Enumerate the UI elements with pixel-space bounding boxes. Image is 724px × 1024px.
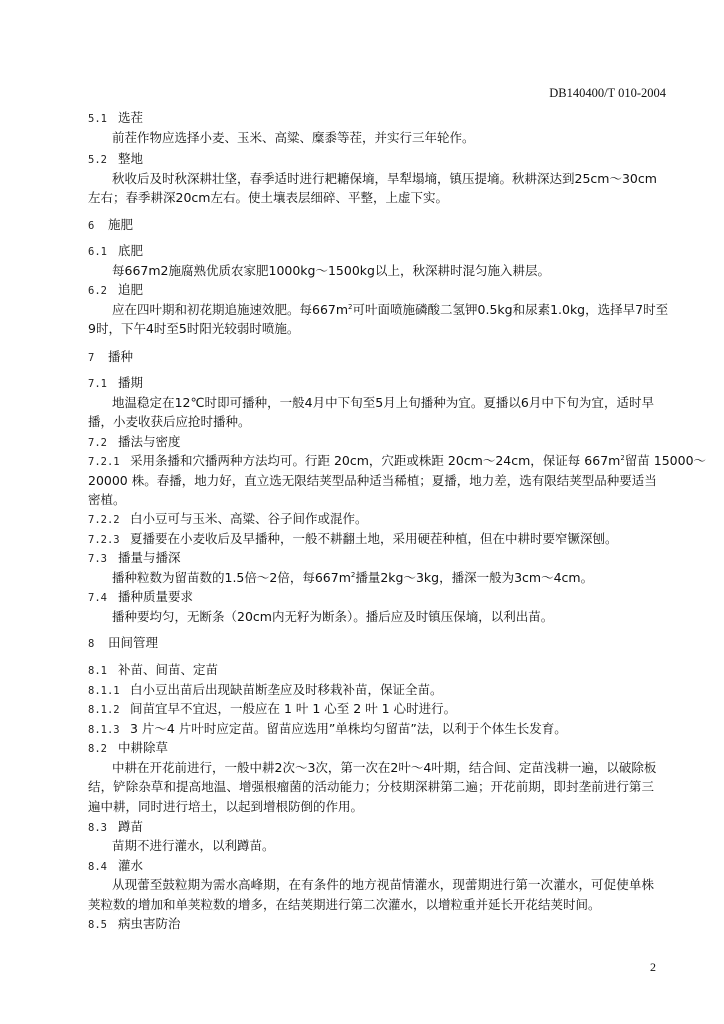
paragraph-line: 播，小麦收获后应抢时播种。 — [88, 414, 251, 429]
clause-line — [88, 681, 666, 700]
clause-title: 追肥 — [118, 282, 144, 297]
text-segment: 可叶面喷施磷酸二氢钾0.5kg和尿素1.0kg，选择早7时至 — [352, 302, 669, 317]
clause-heading — [88, 549, 666, 568]
clause-number: 8.5 — [88, 919, 107, 931]
page-number: 2 — [650, 960, 656, 974]
clause-title: 播法与密度 — [118, 434, 181, 449]
section-heading — [88, 348, 666, 367]
clause-title: 整地 — [118, 151, 144, 166]
clause-number: 7.2.2 — [88, 514, 120, 526]
clause-number: 6.1 — [88, 246, 107, 258]
superscript: 2 — [348, 302, 353, 311]
paragraph-line: 从现蕾至鼓粒期为需水高峰期，在有条件的地方视苗情灌水，现蕾期进行第一次灌水，可促使单株 — [112, 877, 654, 892]
clause-text: 间苗宜早不宜迟，一般应在 1 叶 1 心至 2 叶 1 心时进行。 — [130, 701, 457, 716]
superscript: 2 — [350, 570, 356, 579]
clause-number: 8.2 — [88, 743, 107, 755]
clause-heading — [88, 281, 666, 300]
clause-heading — [88, 661, 666, 680]
clause-number: 7.2.1 — [88, 456, 120, 468]
clause-title: 中耕除草 — [118, 740, 169, 755]
clause-title: 补苗、间苗、定苗 — [118, 662, 219, 677]
section-heading — [88, 216, 666, 235]
section-number: 7 — [88, 352, 95, 364]
clause-number: 5.1 — [88, 113, 107, 125]
text-segment: 采用条播和穴播两种方法均可。行距 20cm，穴距或株距 20cm～24cm，保证每 667m — [130, 453, 621, 468]
clause-heading — [88, 739, 666, 758]
paragraph-line: 中耕在开花前进行，一般中耕2次～3次，第一次在2叶～4叶期，结合间、定苗浅耕一遍，以破除板 — [112, 760, 657, 775]
clause-title: 蹲苗 — [118, 819, 144, 834]
section-title: 施肥 — [108, 217, 134, 232]
section-heading — [88, 634, 666, 653]
clause-number: 7.1 — [88, 378, 107, 390]
clause-number: 8.1.3 — [88, 724, 120, 736]
clause-number: 7.3 — [88, 553, 107, 565]
text-segment: 播种粒数为留苗数的1.5倍～2倍，每667m — [112, 570, 351, 585]
clause-text: 白小豆可与玉米、高粱、谷子间作或混作。 — [130, 511, 368, 526]
paragraph-line: 苗期不进行灌水，以利蹲苗。 — [112, 838, 275, 853]
clause-heading — [88, 109, 666, 128]
clause-title: 灌水 — [118, 858, 144, 873]
section-number: 6 — [88, 220, 95, 232]
paragraph-line: 密植。 — [88, 492, 126, 507]
paragraph-line — [88, 569, 690, 587]
clause-line — [88, 510, 666, 529]
paragraph-line: 左右；春季耕深20cm左右。使土壤表层细碎、平整，上虚下实。 — [88, 190, 448, 205]
clause-heading — [88, 857, 666, 876]
clause-number: 8.1 — [88, 665, 107, 677]
clause-number: 8.1.1 — [88, 685, 120, 697]
clause-title: 选茬 — [118, 110, 144, 125]
clause-title: 病虫害防治 — [118, 916, 181, 931]
clause-title: 播种质量要求 — [118, 589, 194, 604]
clause-line — [88, 720, 666, 739]
clause-title: 播期 — [118, 375, 144, 390]
paragraph-line: 秋收后及时秋深耕壮垡，春季适时进行耙耱保墒，旱犁塌墒，镇压提墒。秋耕深达到25cm～30cm — [112, 171, 657, 186]
paragraph-line: 20000 株。春播，地力好，直立选无限结荚型品种适当稀植；夏播，地力差，选有限结荚型品种要适当 — [88, 473, 657, 488]
text-segment: 留苗 15000～ — [624, 453, 707, 468]
paragraph-line: 9时，下午4时至5时阳光较弱时喷施。 — [88, 321, 300, 336]
clause-number: 7.2.3 — [88, 534, 120, 546]
clause-heading — [88, 242, 666, 261]
paragraph-line: 每667m2施腐熟优质农家肥1000kg～1500kg以上，秋深耕时混匀施入耕层。 — [112, 263, 550, 278]
clause-heading — [88, 818, 666, 837]
clause-title: 底肥 — [118, 243, 144, 258]
document-number: DB140400/T 010-2004 — [549, 86, 666, 100]
paragraph-line: 结，铲除杂草和提高地温、增强根瘤菌的活动能力；分枝期深耕第二遍；开花前期，即封垄前进行第三 — [88, 779, 654, 794]
section-number: 8 — [88, 638, 95, 650]
clause-number: 7.2 — [88, 437, 107, 449]
paragraph-line: 遍中耕，同时进行培土，以起到增根防倒的作用。 — [88, 799, 364, 814]
clause-number: 8.3 — [88, 822, 107, 834]
clause-text: 3 片～4 片叶时应定苗。留苗应选用”单株均匀留苗”法，以利于个体生长发育。 — [130, 721, 567, 736]
clause-heading — [88, 588, 666, 607]
paragraph-line: 前茬作物应选择小麦、玉米、高粱、糜黍等茬，并实行三年轮作。 — [112, 130, 475, 145]
clause-text: 白小豆出苗后出现缺苗断垄应及时移栽补苗，保证全苗。 — [130, 682, 443, 697]
paragraph-line: 荚粒数的增加和单荚粒数的增多，在结荚期进行第二次灌水，以增粒重并延长开花结荚时间。 — [88, 897, 601, 912]
paragraph-line — [88, 452, 707, 471]
paragraph-line: 播种要均匀，无断条（20cm内无籽为断条）。播后应及时镇压保墒，以利出苗。 — [112, 609, 554, 624]
clause-number: 5.2 — [88, 154, 107, 166]
clause-heading — [88, 433, 666, 452]
paragraph-line — [88, 301, 669, 319]
clause-line — [88, 700, 666, 719]
text-segment: 应在四叶期和初花期追施速效肥。每667m — [112, 302, 349, 317]
paragraph-line: 地温稳定在12℃时即可播种，一般4月中下旬至5月上旬播种为宜。夏播以6月中下旬为宜，适时早 — [112, 395, 654, 410]
clause-number: 8.4 — [88, 861, 107, 873]
clause-number: 8.1.2 — [88, 704, 120, 716]
section-title: 播种 — [108, 349, 134, 364]
section-title: 田间管理 — [108, 635, 159, 650]
clause-line — [88, 530, 666, 549]
clause-text: 夏播要在小麦收后及早播种，一般不耕翻土地，采用硬茬种植，但在中耕时要窄镢深刨。 — [130, 531, 618, 546]
clause-heading — [88, 150, 666, 169]
clause-heading — [88, 915, 666, 934]
clause-number: 7.4 — [88, 592, 107, 604]
superscript: 2 — [620, 453, 625, 462]
clause-heading — [88, 374, 666, 393]
clause-title: 播量与播深 — [118, 550, 181, 565]
clause-number: 6.2 — [88, 285, 107, 297]
text-segment: 播量2kg～3kg，播深一般为3cm～4cm。 — [355, 570, 594, 585]
